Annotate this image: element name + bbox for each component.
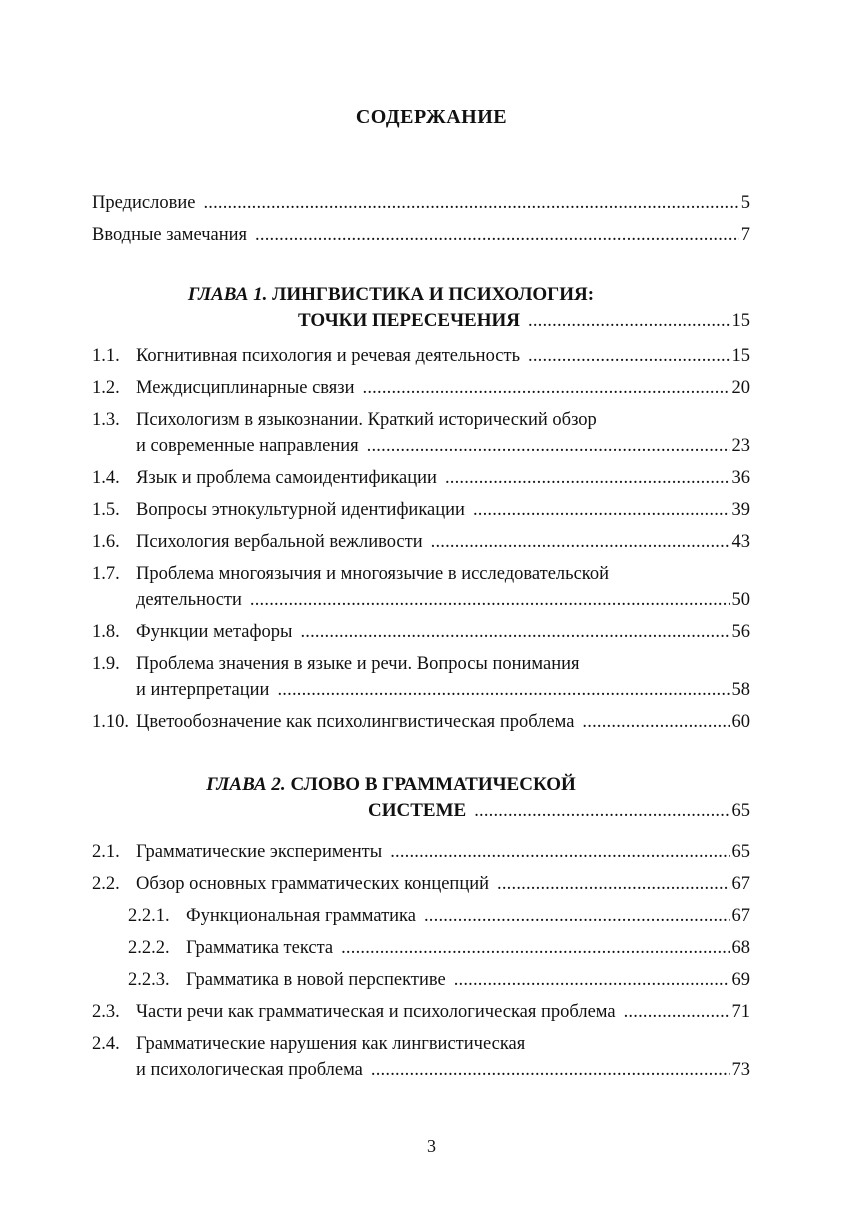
- leader-dots: [497, 871, 729, 897]
- entry-number: 1.10.: [92, 712, 129, 732]
- entry-number: 1.6.: [92, 532, 120, 552]
- entry-number: 1.7.: [92, 564, 120, 584]
- toc-entry-1-8[interactable]: [92, 619, 750, 645]
- entry-text: Психологизм в языкознании. Краткий исторический обзор: [136, 410, 597, 430]
- entry-page: 5: [740, 193, 750, 213]
- entry-text: Когнитивная психология и речевая деятельность: [136, 346, 521, 366]
- toc-entry-2-3[interactable]: [92, 999, 750, 1025]
- entry-page: 50: [731, 590, 750, 610]
- entry-page: 43: [731, 532, 750, 552]
- toc-front-matter: [92, 190, 750, 248]
- toc-entry-2-2-3[interactable]: [92, 967, 750, 993]
- entry-number: 2.4.: [92, 1034, 120, 1054]
- leader-dots: [363, 375, 730, 401]
- leader-dots: [424, 903, 730, 929]
- leader-dots: [445, 465, 730, 491]
- entry-number: 2.2.3.: [128, 970, 170, 990]
- leader-dots: [431, 529, 730, 555]
- leader-dots: [367, 433, 730, 459]
- chapter-2-heading[interactable]: [92, 772, 750, 824]
- entry-number: 2.2.1.: [128, 906, 170, 926]
- entry-page: 58: [731, 680, 750, 700]
- entry-text: Функциональная грамматика: [186, 906, 416, 926]
- leader-dots: [473, 497, 730, 523]
- entry-page: 68: [731, 938, 750, 958]
- entry-text: Грамматика в новой перспективе: [186, 970, 446, 990]
- toc-entry-2-2-1[interactable]: [92, 903, 750, 929]
- toc-entry-2-4[interactable]: [92, 1031, 750, 1083]
- leader-dots: [624, 999, 730, 1025]
- chapter-2-label: ГЛАВА 2.: [206, 774, 286, 795]
- entry-page: 71: [731, 1002, 750, 1022]
- entry-number: 1.4.: [92, 468, 120, 488]
- chapter-1-title-line1: ЛИНГВИСТИКА И ПСИХОЛОГИЯ:: [272, 284, 595, 305]
- entry-text: Грамматические нарушения как лингвистическая: [136, 1034, 526, 1054]
- entry-page: 20: [731, 378, 750, 398]
- leader-dots: [341, 935, 729, 961]
- entry-page: 56: [731, 622, 750, 642]
- toc-entry-1-3[interactable]: [92, 407, 750, 459]
- toc-entry-1-7[interactable]: [92, 561, 750, 613]
- entry-text: Язык и проблема самоидентификации: [136, 468, 437, 488]
- toc-entry-2-1[interactable]: [92, 839, 750, 865]
- entry-text: Грамматика текста: [186, 938, 334, 958]
- entry-page: 67: [731, 874, 750, 894]
- entry-number: 1.1.: [92, 346, 120, 366]
- entry-number: 1.5.: [92, 500, 120, 520]
- leader-dots: [203, 190, 738, 216]
- chapter-2-page: 65: [731, 801, 750, 821]
- entry-text: Вопросы этнокультурной идентификации: [136, 500, 465, 520]
- entry-text: Предисловие: [92, 193, 196, 213]
- entry-text: Психология вербальной вежливости: [136, 532, 423, 552]
- entry-text-continued: и психологическая проблема: [136, 1060, 363, 1080]
- entry-number: 1.3.: [92, 410, 120, 430]
- leader-dots: [371, 1057, 730, 1083]
- leader-dots: [255, 222, 739, 248]
- toc-entry-1-1[interactable]: [92, 343, 750, 369]
- leader-dots: [390, 839, 729, 865]
- entry-text: Проблема значения в языке и речи. Вопросы понимания: [136, 654, 580, 674]
- chapter-2-title-line2: СИСТЕМЕ: [368, 800, 467, 821]
- toc-entry-1-9[interactable]: [92, 651, 750, 703]
- leader-dots: [528, 343, 729, 369]
- chapter-2-list: [92, 839, 750, 1083]
- page-title: СОДЕРЖАНИЕ: [355, 106, 508, 128]
- page-number: 3: [427, 1136, 436, 1156]
- entry-text-continued: и интерпретации: [136, 680, 270, 700]
- entry-text: Проблема многоязычия и многоязычие в исследовательской: [136, 564, 609, 584]
- entry-page: 36: [731, 468, 750, 488]
- entry-page: 7: [740, 225, 750, 245]
- entry-number: 1.9.: [92, 654, 120, 674]
- entry-text: Цветообозначение как психолингвистическая проблема: [136, 712, 575, 732]
- chapter-1-heading[interactable]: [92, 282, 750, 334]
- chapter-1-label: ГЛАВА 1.: [187, 284, 268, 305]
- leader-dots: [474, 798, 729, 824]
- leader-dots: [454, 967, 730, 993]
- entry-page: 67: [731, 906, 750, 926]
- toc-entry-1-10[interactable]: [92, 709, 750, 735]
- entry-number: 2.3.: [92, 1002, 120, 1022]
- toc-entry-2-2[interactable]: [92, 871, 750, 897]
- entry-text: Грамматические эксперименты: [136, 842, 383, 862]
- entry-number: 2.2.: [92, 874, 120, 894]
- entry-text: Вводные замечания: [92, 225, 248, 245]
- entry-page: 73: [731, 1060, 750, 1080]
- leader-dots: [250, 587, 730, 613]
- toc-entry-2-2-2[interactable]: [92, 935, 750, 961]
- entry-text-continued: и современные направления: [136, 436, 359, 456]
- toc-entry-1-2[interactable]: [92, 375, 750, 401]
- leader-dots: [582, 709, 729, 735]
- entry-page: 65: [731, 842, 750, 862]
- entry-page: 15: [731, 346, 750, 366]
- entry-page: 60: [731, 712, 750, 732]
- entry-text: Обзор основных грамматических концепций: [136, 874, 490, 894]
- entry-page: 23: [731, 436, 750, 456]
- entry-page: 69: [731, 970, 750, 990]
- chapter-1-title-line2: ТОЧКИ ПЕРЕСЕЧЕНИЯ: [298, 310, 520, 331]
- entry-text-continued: деятельности: [136, 590, 242, 610]
- leader-dots: [277, 677, 729, 703]
- chapter-1-list: [92, 343, 750, 735]
- toc-entry-1-5[interactable]: [92, 497, 750, 523]
- toc-entry-1-6[interactable]: [92, 529, 750, 555]
- entry-number: 2.2.2.: [128, 938, 170, 958]
- toc-entry-1-4[interactable]: [92, 465, 750, 491]
- entry-number: 1.2.: [92, 378, 120, 398]
- entry-number: 2.1.: [92, 842, 120, 862]
- entry-page: 39: [731, 500, 750, 520]
- toc-entry-preface[interactable]: [92, 190, 750, 216]
- leader-dots: [300, 619, 729, 645]
- entry-text: Междисциплинарные связи: [136, 378, 355, 398]
- entry-text: Части речи как грамматическая и психологическая проблема: [136, 1002, 616, 1022]
- entry-text: Функции метафоры: [136, 622, 293, 642]
- toc-entry-intro[interactable]: [92, 222, 750, 248]
- entry-number: 1.8.: [92, 622, 120, 642]
- chapter-2-title-line1: СЛОВО В ГРАММАТИЧЕСКОЙ: [290, 774, 576, 795]
- chapter-1-page: 15: [731, 311, 750, 331]
- leader-dots: [528, 308, 730, 334]
